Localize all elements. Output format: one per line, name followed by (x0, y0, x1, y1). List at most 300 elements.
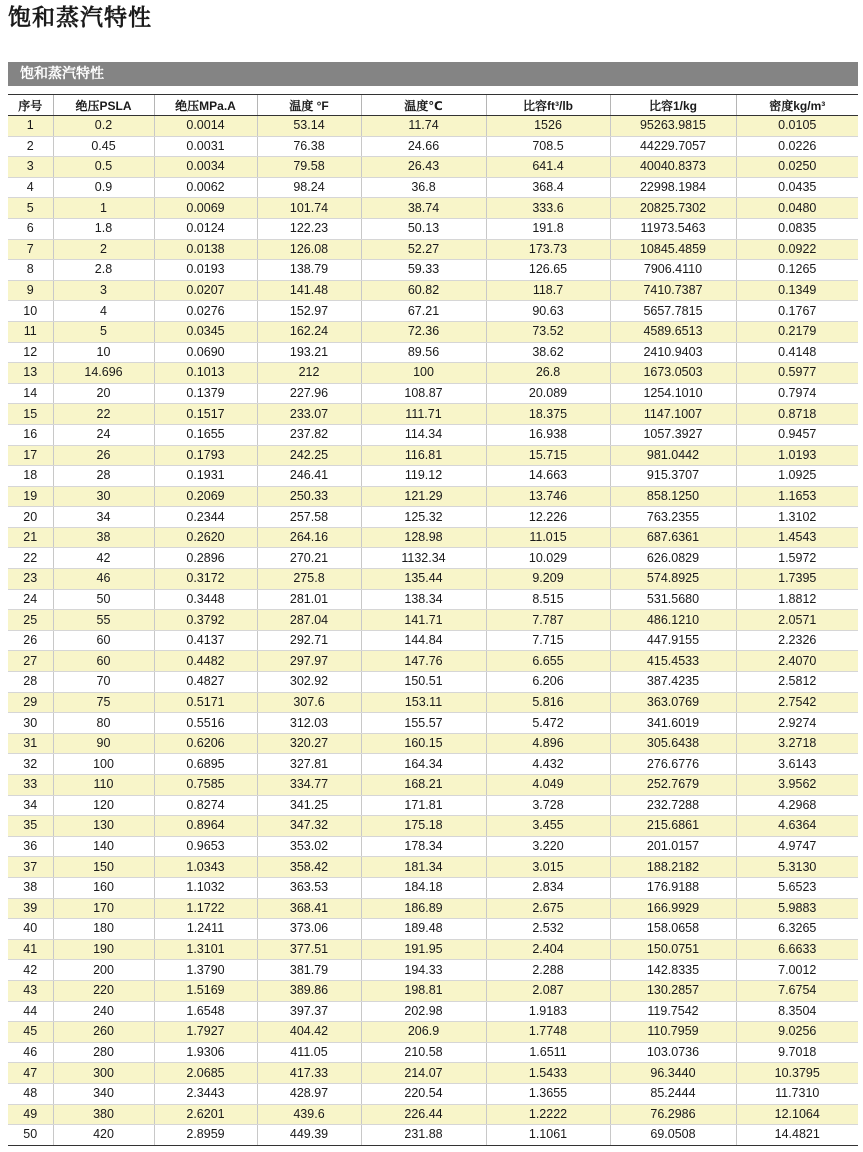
cell-pressure-psia: 46 (53, 569, 154, 590)
cell-pressure-psia: 380 (53, 1104, 154, 1125)
cell-density: 0.9457 (736, 424, 858, 445)
cell-index: 37 (8, 857, 53, 878)
column-header-specific-volume-kg: 比容1/kg (610, 95, 736, 116)
cell-specific-volume-ft3-lb: 1.2222 (486, 1104, 610, 1125)
cell-density: 1.7395 (736, 569, 858, 590)
cell-pressure-psia: 150 (53, 857, 154, 878)
column-header-index: 序号 (8, 95, 53, 116)
cell-pressure-mpa: 2.6201 (154, 1104, 257, 1125)
cell-temp-c: 150.51 (361, 672, 486, 693)
cell-density: 0.0105 (736, 116, 858, 137)
cell-specific-volume-kg: 110.7959 (610, 1022, 736, 1043)
cell-temp-c: 189.48 (361, 919, 486, 940)
table-row (8, 775, 858, 796)
cell-temp-c: 147.76 (361, 651, 486, 672)
cell-pressure-psia: 34 (53, 507, 154, 528)
cell-pressure-mpa: 0.4482 (154, 651, 257, 672)
cell-index: 7 (8, 239, 53, 260)
cell-density: 3.9562 (736, 775, 858, 796)
cell-temp-c: 125.32 (361, 507, 486, 528)
cell-temp-c: 175.18 (361, 816, 486, 837)
cell-specific-volume-ft3-lb: 16.938 (486, 424, 610, 445)
cell-pressure-mpa: 1.3101 (154, 939, 257, 960)
cell-specific-volume-ft3-lb: 12.226 (486, 507, 610, 528)
cell-temp-c: 226.44 (361, 1104, 486, 1125)
cell-index: 45 (8, 1022, 53, 1043)
cell-specific-volume-kg: 96.3440 (610, 1063, 736, 1084)
cell-pressure-psia: 60 (53, 630, 154, 651)
cell-specific-volume-ft3-lb: 73.52 (486, 321, 610, 342)
table-row (8, 1042, 858, 1063)
cell-temp-c: 231.88 (361, 1125, 486, 1146)
cell-specific-volume-ft3-lb: 3.728 (486, 795, 610, 816)
cell-pressure-mpa: 1.1032 (154, 877, 257, 898)
cell-temp-c: 100 (361, 363, 486, 384)
table-row (8, 692, 858, 713)
cell-pressure-psia: 130 (53, 816, 154, 837)
cell-temp-c: 153.11 (361, 692, 486, 713)
cell-pressure-mpa: 1.7927 (154, 1022, 257, 1043)
cell-temp-f: 79.58 (257, 157, 361, 178)
cell-density: 6.3265 (736, 919, 858, 940)
cell-specific-volume-kg: 1673.0503 (610, 363, 736, 384)
cell-pressure-mpa: 0.2620 (154, 527, 257, 548)
cell-pressure-mpa: 1.9306 (154, 1042, 257, 1063)
cell-temp-f: 449.39 (257, 1125, 361, 1146)
cell-pressure-psia: 90 (53, 733, 154, 754)
cell-pressure-psia: 300 (53, 1063, 154, 1084)
cell-density: 1.0925 (736, 466, 858, 487)
cell-specific-volume-ft3-lb: 20.089 (486, 383, 610, 404)
cell-pressure-mpa: 1.3790 (154, 960, 257, 981)
cell-specific-volume-kg: 415.4533 (610, 651, 736, 672)
cell-pressure-psia: 0.5 (53, 157, 154, 178)
cell-index: 38 (8, 877, 53, 898)
table-row (8, 919, 858, 940)
table-row (8, 960, 858, 981)
cell-density: 14.4821 (736, 1125, 858, 1146)
cell-temp-c: 119.12 (361, 466, 486, 487)
cell-temp-f: 381.79 (257, 960, 361, 981)
cell-index: 2 (8, 136, 53, 157)
cell-temp-c: 36.8 (361, 177, 486, 198)
cell-index: 10 (8, 301, 53, 322)
cell-index: 1 (8, 116, 53, 137)
cell-temp-f: 53.14 (257, 116, 361, 137)
cell-pressure-mpa: 0.3792 (154, 610, 257, 631)
cell-pressure-psia: 50 (53, 589, 154, 610)
cell-pressure-psia: 0.2 (53, 116, 154, 137)
cell-pressure-psia: 10 (53, 342, 154, 363)
cell-pressure-psia: 240 (53, 1001, 154, 1022)
cell-temp-c: 67.21 (361, 301, 486, 322)
cell-pressure-psia: 190 (53, 939, 154, 960)
cell-temp-f: 307.6 (257, 692, 361, 713)
cell-temp-f: 363.53 (257, 877, 361, 898)
cell-specific-volume-ft3-lb: 173.73 (486, 239, 610, 260)
cell-temp-c: 144.84 (361, 630, 486, 651)
cell-temp-f: 297.97 (257, 651, 361, 672)
cell-temp-f: 257.58 (257, 507, 361, 528)
cell-temp-c: 220.54 (361, 1083, 486, 1104)
cell-density: 2.9274 (736, 713, 858, 734)
cell-density: 2.7542 (736, 692, 858, 713)
cell-pressure-psia: 180 (53, 919, 154, 940)
cell-density: 1.4543 (736, 527, 858, 548)
cell-temp-f: 368.41 (257, 898, 361, 919)
cell-density: 1.5972 (736, 548, 858, 569)
cell-pressure-psia: 140 (53, 836, 154, 857)
cell-pressure-mpa: 0.3448 (154, 589, 257, 610)
cell-density: 2.4070 (736, 651, 858, 672)
cell-specific-volume-kg: 44229.7057 (610, 136, 736, 157)
cell-index: 20 (8, 507, 53, 528)
cell-specific-volume-kg: 150.0751 (610, 939, 736, 960)
cell-pressure-mpa: 0.6206 (154, 733, 257, 754)
cell-temp-c: 155.57 (361, 713, 486, 734)
cell-pressure-psia: 22 (53, 404, 154, 425)
cell-density: 11.7310 (736, 1083, 858, 1104)
cell-temp-f: 275.8 (257, 569, 361, 590)
cell-pressure-psia: 2 (53, 239, 154, 260)
cell-pressure-mpa: 1.0343 (154, 857, 257, 878)
cell-density: 3.6143 (736, 754, 858, 775)
cell-temp-f: 397.37 (257, 1001, 361, 1022)
cell-specific-volume-kg: 1057.3927 (610, 424, 736, 445)
cell-pressure-psia: 75 (53, 692, 154, 713)
table-row (8, 877, 858, 898)
cell-temp-c: 194.33 (361, 960, 486, 981)
cell-specific-volume-kg: 7906.4110 (610, 260, 736, 281)
cell-temp-f: 141.48 (257, 280, 361, 301)
cell-specific-volume-kg: 1254.1010 (610, 383, 736, 404)
column-header-specific-volume-ft3-lb: 比容ft³/lb (486, 95, 610, 116)
cell-specific-volume-kg: 4589.6513 (610, 321, 736, 342)
table-row (8, 610, 858, 631)
cell-pressure-psia: 70 (53, 672, 154, 693)
cell-specific-volume-ft3-lb: 13.746 (486, 486, 610, 507)
cell-specific-volume-kg: 626.0829 (610, 548, 736, 569)
cell-pressure-mpa: 0.1793 (154, 445, 257, 466)
cell-pressure-psia: 5 (53, 321, 154, 342)
cell-temp-c: 178.34 (361, 836, 486, 857)
cell-pressure-psia: 1 (53, 198, 154, 219)
cell-pressure-psia: 340 (53, 1083, 154, 1104)
cell-specific-volume-kg: 574.8925 (610, 569, 736, 590)
cell-temp-f: 287.04 (257, 610, 361, 631)
cell-pressure-psia: 20 (53, 383, 154, 404)
table-row (8, 466, 858, 487)
cell-pressure-mpa: 0.2344 (154, 507, 257, 528)
cell-index: 14 (8, 383, 53, 404)
cell-specific-volume-ft3-lb: 641.4 (486, 157, 610, 178)
cell-specific-volume-kg: 130.2857 (610, 980, 736, 1001)
cell-index: 3 (8, 157, 53, 178)
cell-specific-volume-kg: 2410.9403 (610, 342, 736, 363)
table-row (8, 445, 858, 466)
cell-specific-volume-ft3-lb: 708.5 (486, 136, 610, 157)
cell-temp-c: 164.34 (361, 754, 486, 775)
cell-index: 35 (8, 816, 53, 837)
cell-specific-volume-kg: 215.6861 (610, 816, 736, 837)
cell-specific-volume-kg: 69.0508 (610, 1125, 736, 1146)
cell-density: 4.9747 (736, 836, 858, 857)
cell-specific-volume-ft3-lb: 1.7748 (486, 1022, 610, 1043)
cell-pressure-mpa: 0.1517 (154, 404, 257, 425)
cell-temp-f: 327.81 (257, 754, 361, 775)
cell-index: 26 (8, 630, 53, 651)
cell-specific-volume-ft3-lb: 6.655 (486, 651, 610, 672)
cell-specific-volume-ft3-lb: 4.432 (486, 754, 610, 775)
cell-pressure-mpa: 0.1013 (154, 363, 257, 384)
cell-temp-f: 404.42 (257, 1022, 361, 1043)
cell-temp-c: 1132.34 (361, 548, 486, 569)
table-row (8, 342, 858, 363)
table-row (8, 116, 858, 137)
cell-temp-f: 122.23 (257, 218, 361, 239)
cell-temp-c: 60.82 (361, 280, 486, 301)
table-row (8, 527, 858, 548)
column-header-density: 密度kg/m³ (736, 95, 858, 116)
cell-pressure-psia: 420 (53, 1125, 154, 1146)
cell-temp-c: 24.66 (361, 136, 486, 157)
cell-temp-c: 168.21 (361, 775, 486, 796)
cell-temp-f: 320.27 (257, 733, 361, 754)
cell-specific-volume-kg: 486.1210 (610, 610, 736, 631)
cell-index: 29 (8, 692, 53, 713)
cell-pressure-mpa: 0.1655 (154, 424, 257, 445)
cell-pressure-psia: 14.696 (53, 363, 154, 384)
table-row (8, 424, 858, 445)
cell-pressure-psia: 26 (53, 445, 154, 466)
cell-temp-f: 76.38 (257, 136, 361, 157)
cell-index: 12 (8, 342, 53, 363)
cell-pressure-mpa: 0.4827 (154, 672, 257, 693)
cell-pressure-mpa: 0.0276 (154, 301, 257, 322)
cell-pressure-mpa: 0.9653 (154, 836, 257, 857)
cell-specific-volume-ft3-lb: 90.63 (486, 301, 610, 322)
cell-pressure-psia: 110 (53, 775, 154, 796)
table-row (8, 363, 858, 384)
cell-pressure-mpa: 0.2069 (154, 486, 257, 507)
cell-density: 0.8718 (736, 404, 858, 425)
cell-index: 39 (8, 898, 53, 919)
cell-pressure-mpa: 0.0207 (154, 280, 257, 301)
cell-index: 48 (8, 1083, 53, 1104)
cell-temp-c: 210.58 (361, 1042, 486, 1063)
cell-index: 46 (8, 1042, 53, 1063)
cell-index: 50 (8, 1125, 53, 1146)
cell-density: 1.3102 (736, 507, 858, 528)
cell-temp-f: 101.74 (257, 198, 361, 219)
cell-temp-f: 428.97 (257, 1083, 361, 1104)
cell-specific-volume-ft3-lb: 1.9183 (486, 1001, 610, 1022)
cell-specific-volume-kg: 158.0658 (610, 919, 736, 940)
cell-pressure-psia: 80 (53, 713, 154, 734)
cell-density: 1.0193 (736, 445, 858, 466)
cell-density: 0.5977 (736, 363, 858, 384)
cell-specific-volume-ft3-lb: 10.029 (486, 548, 610, 569)
cell-specific-volume-kg: 20825.7302 (610, 198, 736, 219)
cell-specific-volume-kg: 11973.5463 (610, 218, 736, 239)
cell-temp-f: 193.21 (257, 342, 361, 363)
cell-pressure-mpa: 2.0685 (154, 1063, 257, 1084)
cell-temp-f: 246.41 (257, 466, 361, 487)
cell-pressure-mpa: 0.0690 (154, 342, 257, 363)
cell-pressure-psia: 60 (53, 651, 154, 672)
cell-temp-f: 242.25 (257, 445, 361, 466)
cell-specific-volume-ft3-lb: 4.049 (486, 775, 610, 796)
cell-specific-volume-ft3-lb: 14.663 (486, 466, 610, 487)
cell-density: 0.1767 (736, 301, 858, 322)
cell-temp-f: 270.21 (257, 548, 361, 569)
cell-density: 0.7974 (736, 383, 858, 404)
cell-density: 0.0435 (736, 177, 858, 198)
cell-specific-volume-ft3-lb: 4.896 (486, 733, 610, 754)
cell-specific-volume-ft3-lb: 7.787 (486, 610, 610, 631)
cell-pressure-psia: 120 (53, 795, 154, 816)
table-row (8, 1104, 858, 1125)
cell-temp-c: 108.87 (361, 383, 486, 404)
table-row (8, 651, 858, 672)
cell-temp-c: 160.15 (361, 733, 486, 754)
cell-specific-volume-kg: 201.0157 (610, 836, 736, 857)
table-header-row (8, 95, 858, 116)
cell-specific-volume-ft3-lb: 5.816 (486, 692, 610, 713)
cell-temp-f: 227.96 (257, 383, 361, 404)
cell-pressure-mpa: 0.8274 (154, 795, 257, 816)
cell-index: 16 (8, 424, 53, 445)
cell-pressure-psia: 170 (53, 898, 154, 919)
table-row (8, 239, 858, 260)
cell-temp-c: 135.44 (361, 569, 486, 590)
cell-temp-f: 439.6 (257, 1104, 361, 1125)
cell-pressure-psia: 2.8 (53, 260, 154, 281)
table-row (8, 816, 858, 837)
cell-specific-volume-kg: 341.6019 (610, 713, 736, 734)
cell-temp-c: 198.81 (361, 980, 486, 1001)
table-row (8, 795, 858, 816)
cell-temp-c: 138.34 (361, 589, 486, 610)
table-row (8, 486, 858, 507)
cell-index: 32 (8, 754, 53, 775)
cell-specific-volume-kg: 95263.9815 (610, 116, 736, 137)
cell-specific-volume-kg: 22998.1984 (610, 177, 736, 198)
section-header: 饱和蒸汽特性 (8, 62, 858, 86)
cell-specific-volume-ft3-lb: 3.015 (486, 857, 610, 878)
cell-temp-c: 59.33 (361, 260, 486, 281)
cell-pressure-psia: 4 (53, 301, 154, 322)
cell-specific-volume-ft3-lb: 1526 (486, 116, 610, 137)
table-row (8, 630, 858, 651)
cell-density: 4.6364 (736, 816, 858, 837)
cell-pressure-mpa: 0.0124 (154, 218, 257, 239)
cell-index: 40 (8, 919, 53, 940)
cell-temp-f: 233.07 (257, 404, 361, 425)
cell-specific-volume-kg: 687.6361 (610, 527, 736, 548)
column-header-temp-f: 温度 °F (257, 95, 361, 116)
cell-specific-volume-ft3-lb: 7.715 (486, 630, 610, 651)
column-header-pressure-mpa: 绝压MPa.A (154, 95, 257, 116)
table-row (8, 898, 858, 919)
cell-density: 2.0571 (736, 610, 858, 631)
table-row (8, 1063, 858, 1084)
cell-temp-c: 186.89 (361, 898, 486, 919)
cell-specific-volume-kg: 387.4235 (610, 672, 736, 693)
cell-temp-c: 128.98 (361, 527, 486, 548)
table-row (8, 754, 858, 775)
table-row (8, 1125, 858, 1146)
cell-index: 8 (8, 260, 53, 281)
cell-temp-c: 11.74 (361, 116, 486, 137)
table-row (8, 507, 858, 528)
cell-specific-volume-kg: 232.7288 (610, 795, 736, 816)
cell-pressure-mpa: 2.3443 (154, 1083, 257, 1104)
cell-density: 0.1265 (736, 260, 858, 281)
cell-specific-volume-kg: 252.7679 (610, 775, 736, 796)
cell-temp-f: 98.24 (257, 177, 361, 198)
cell-density: 0.2179 (736, 321, 858, 342)
cell-index: 17 (8, 445, 53, 466)
cell-specific-volume-kg: 142.8335 (610, 960, 736, 981)
cell-pressure-mpa: 0.6895 (154, 754, 257, 775)
cell-temp-f: 138.79 (257, 260, 361, 281)
cell-index: 24 (8, 589, 53, 610)
cell-density: 3.2718 (736, 733, 858, 754)
cell-specific-volume-kg: 531.5680 (610, 589, 736, 610)
table-row (8, 260, 858, 281)
cell-pressure-psia: 260 (53, 1022, 154, 1043)
cell-specific-volume-kg: 981.0442 (610, 445, 736, 466)
cell-pressure-psia: 200 (53, 960, 154, 981)
cell-temp-c: 121.29 (361, 486, 486, 507)
cell-density: 0.0226 (736, 136, 858, 157)
cell-temp-f: 212 (257, 363, 361, 384)
cell-pressure-psia: 1.8 (53, 218, 154, 239)
cell-pressure-psia: 280 (53, 1042, 154, 1063)
cell-index: 4 (8, 177, 53, 198)
cell-specific-volume-ft3-lb: 11.015 (486, 527, 610, 548)
cell-specific-volume-kg: 5657.7815 (610, 301, 736, 322)
cell-index: 18 (8, 466, 53, 487)
cell-specific-volume-ft3-lb: 191.8 (486, 218, 610, 239)
cell-temp-f: 334.77 (257, 775, 361, 796)
cell-specific-volume-kg: 363.0769 (610, 692, 736, 713)
cell-temp-f: 377.51 (257, 939, 361, 960)
cell-pressure-psia: 3 (53, 280, 154, 301)
cell-specific-volume-kg: 7410.7387 (610, 280, 736, 301)
cell-pressure-mpa: 0.5516 (154, 713, 257, 734)
table-row (8, 1083, 858, 1104)
table-row (8, 857, 858, 878)
cell-pressure-psia: 100 (53, 754, 154, 775)
cell-temp-f: 312.03 (257, 713, 361, 734)
cell-index: 15 (8, 404, 53, 425)
cell-index: 31 (8, 733, 53, 754)
cell-pressure-mpa: 0.0034 (154, 157, 257, 178)
cell-specific-volume-ft3-lb: 1.3655 (486, 1083, 610, 1104)
cell-pressure-mpa: 0.2896 (154, 548, 257, 569)
cell-temp-f: 347.32 (257, 816, 361, 837)
table-row (8, 301, 858, 322)
cell-temp-c: 191.95 (361, 939, 486, 960)
cell-temp-f: 373.06 (257, 919, 361, 940)
cell-index: 11 (8, 321, 53, 342)
cell-specific-volume-ft3-lb: 2.404 (486, 939, 610, 960)
cell-specific-volume-ft3-lb: 2.288 (486, 960, 610, 981)
cell-specific-volume-ft3-lb: 126.65 (486, 260, 610, 281)
cell-pressure-mpa: 0.7585 (154, 775, 257, 796)
